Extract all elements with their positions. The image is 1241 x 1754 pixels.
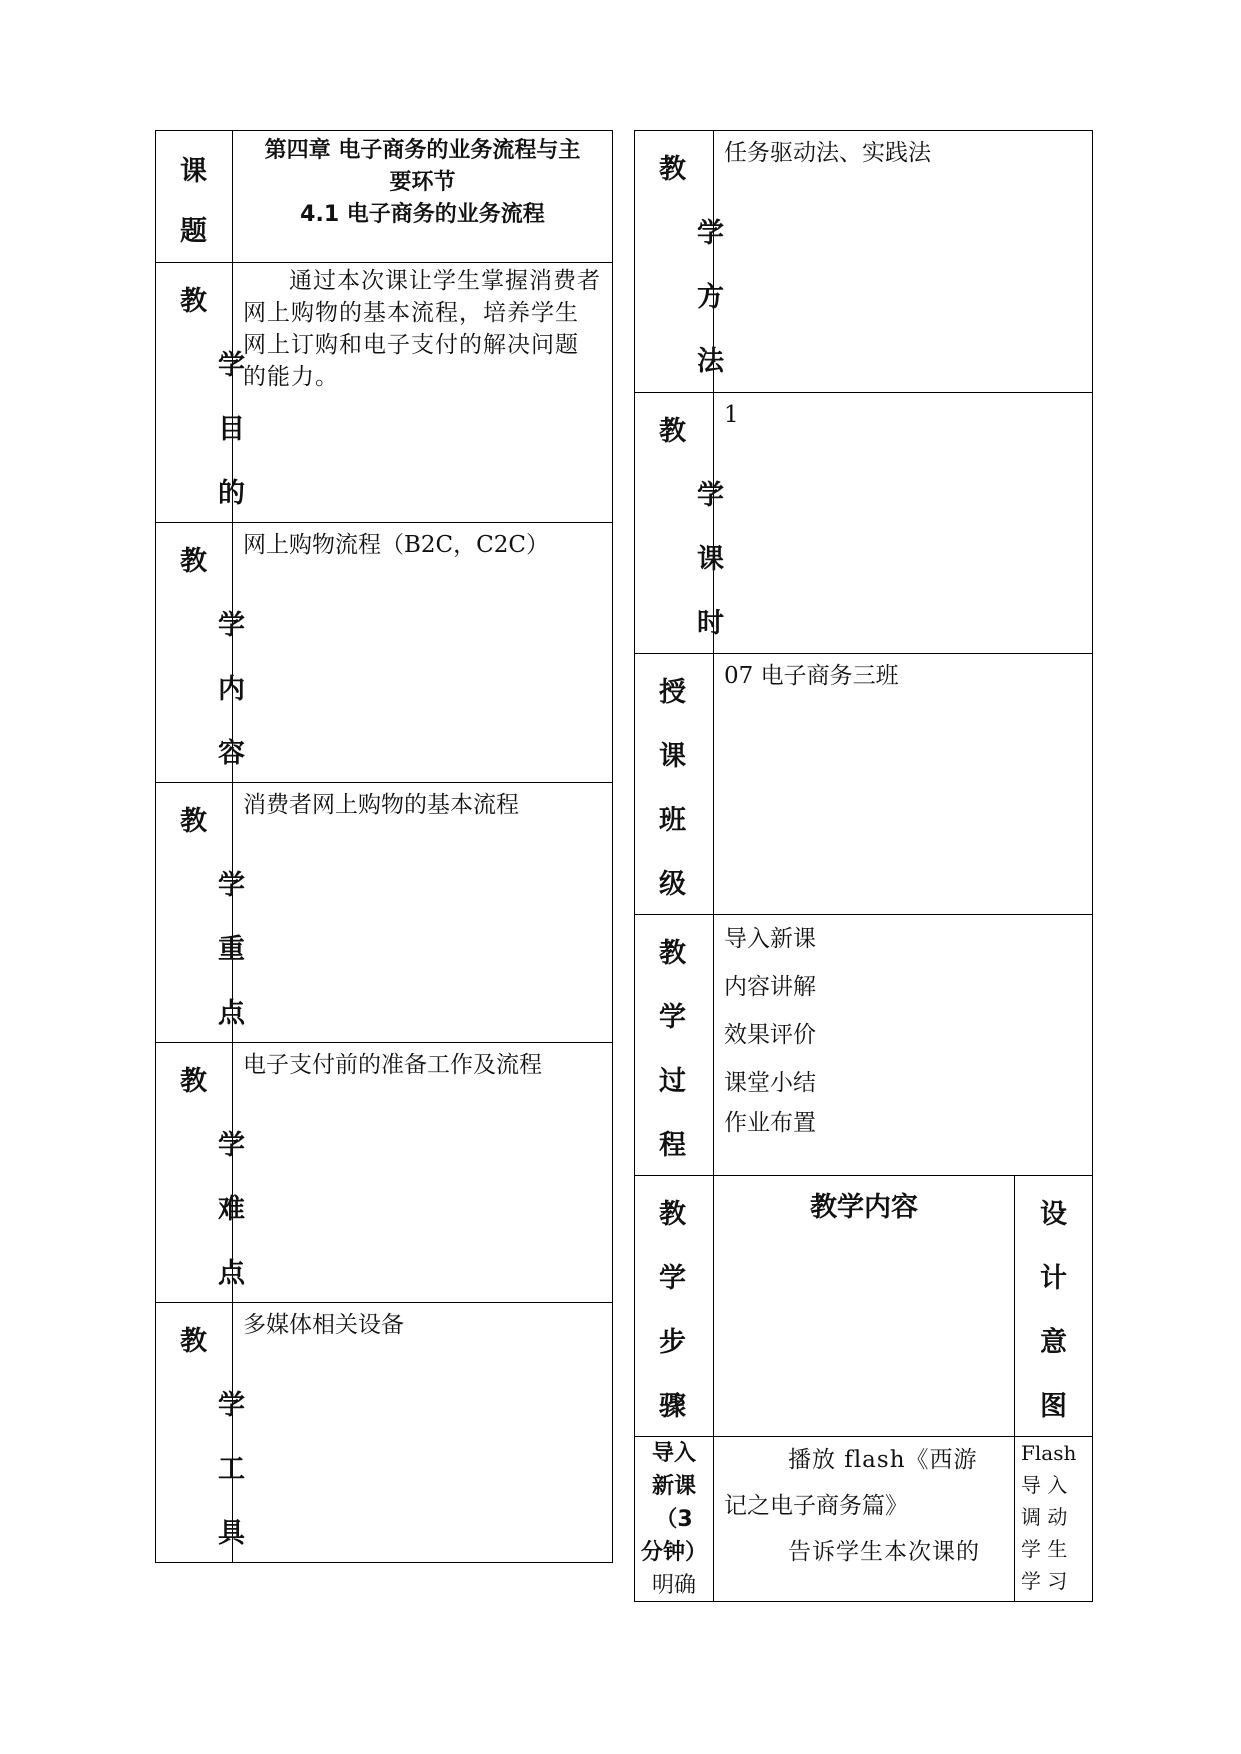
process-step: 效果评价 <box>724 1022 816 1048</box>
design-column-header: 设 计 意 图 <box>1014 1176 1092 1436</box>
process-label: 教 学 过 程 <box>635 915 714 1175</box>
tools-row <box>156 1302 612 1562</box>
difficulties-label: 教 学 难 点 <box>156 1043 233 1302</box>
process-steps <box>714 915 1092 1175</box>
intro-step-design: Flash 导 入 调 动 学 生 学 习 <box>1014 1437 1092 1601</box>
topic-title-line3: 4.1 电子商务的业务流程 <box>300 202 545 227</box>
class-row <box>635 653 1092 914</box>
steps-header-label: 教 学 步 骤 <box>635 1176 714 1436</box>
topic-row <box>156 131 612 262</box>
objective-label: 教 学 目 的 <box>156 263 233 522</box>
topic-title <box>233 131 612 262</box>
key-points-row <box>156 782 612 1042</box>
content-row <box>156 522 612 782</box>
hours-label: 教 学 课 时 <box>635 393 714 653</box>
content-text: 网上购物流程（B2C，C2C） <box>243 532 549 558</box>
topic-label: 课 题 <box>156 131 233 262</box>
content-label: 教 学 内 容 <box>156 523 233 782</box>
process-step: 导入新课 <box>724 926 816 952</box>
intro-step-content: 播放 flash《西游 记之电子商务篇》 告诉学生本次课的 <box>724 1447 980 1565</box>
difficulties-text: 电子支付前的准备工作及流程 <box>243 1052 542 1078</box>
right-lesson-plan-table <box>634 130 1093 1602</box>
content-column-header: 教学内容 <box>810 1192 918 1223</box>
steps-header-row <box>635 1175 1092 1436</box>
method-text: 任务驱动法、实践法 <box>724 140 931 166</box>
class-label: 授 课 班 级 <box>635 654 714 914</box>
process-row <box>635 914 1092 1175</box>
intro-step-label: 导入 新课 （3 分钟） 明确 <box>635 1437 714 1601</box>
method-label: 教 学 方 法 <box>635 131 714 392</box>
objective-row <box>156 262 612 522</box>
intro-step-row <box>635 1436 1092 1601</box>
objective-text: 通过本次课让学生掌握消费者网上购物的基本流程，培养学生网上订购和电子支付的解决问题的能力。 <box>243 268 601 390</box>
difficulties-row <box>156 1042 612 1302</box>
process-step: 课堂小结 <box>724 1070 816 1096</box>
method-row <box>635 131 1092 392</box>
process-step: 作业布置 <box>724 1110 816 1136</box>
key-points-label: 教 学 重 点 <box>156 783 233 1042</box>
hours-row <box>635 392 1092 653</box>
tools-text: 多媒体相关设备 <box>243 1312 404 1338</box>
topic-title-line1: 第四章 电子商务的业务流程与主 <box>264 138 581 163</box>
left-lesson-plan-table <box>155 130 613 1563</box>
key-points-text: 消费者网上购物的基本流程 <box>243 792 519 818</box>
hours-text: 1 <box>724 402 739 428</box>
tools-label: 教 学 工 具 <box>156 1303 233 1562</box>
topic-title-line2: 要环节 <box>389 170 456 195</box>
process-step: 内容讲解 <box>724 974 816 1000</box>
class-text: 07 电子商务三班 <box>724 663 899 689</box>
